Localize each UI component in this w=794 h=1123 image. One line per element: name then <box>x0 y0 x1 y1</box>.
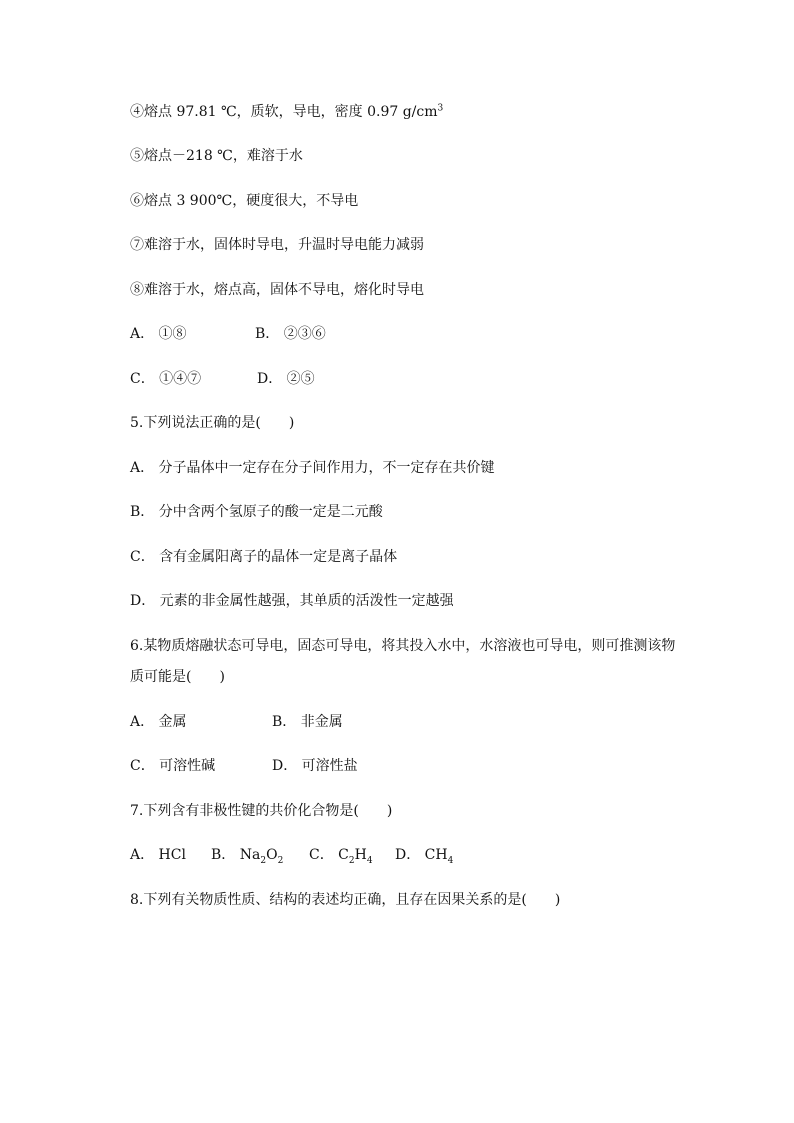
q7-option-c-mid: H <box>354 847 367 863</box>
q6-options-row1 <box>130 712 343 732</box>
q4-option-a[interactable]: A． ①⑧ <box>130 326 187 342</box>
q6-option-b[interactable]: B． 非金属 <box>272 714 343 730</box>
q6-options-row2 <box>130 756 358 776</box>
q4-options-row2 <box>130 369 315 389</box>
item-6: ⑥熔点 3 900℃，硬度很大，不导电 <box>130 193 359 209</box>
q6-stem-line1: 6.某物质熔融状态可导电，固态可导电，将其投入水中，水溶液也可导电，则可推测该物 <box>130 638 676 654</box>
q6-stem-line2: 质可能是( ) <box>130 669 225 685</box>
q7-option-c-text: C． C <box>309 847 349 863</box>
item-8: ⑧难溶于水，熔点高，固体不导电，熔化时导电 <box>130 282 424 298</box>
q7-option-b[interactable] <box>211 845 309 865</box>
q5-option-b[interactable]: B． 分中含两个氢原子的酸一定是二元酸 <box>130 504 383 520</box>
q7-option-a[interactable]: A． HCl <box>130 847 186 863</box>
q7-stem: 7.下列含有非极性键的共价化合物是( ) <box>130 803 393 819</box>
q7-option-d-sub: 4 <box>447 855 454 866</box>
q7-option-c-sub1: 2 <box>348 855 355 866</box>
item-4 <box>130 102 443 122</box>
item-4-text: ④熔点 97.81 ℃，质软，导电，密度 0.97 g/cm <box>130 104 438 120</box>
q5-stem: 5.下列说法正确的是( ) <box>130 415 295 431</box>
q6-option-c[interactable]: C． 可溶性碱 <box>130 758 216 774</box>
q4-option-c[interactable]: C． ①④⑦ <box>130 371 202 387</box>
item-5: ⑤熔点－218 ℃，难溶于水 <box>130 148 303 164</box>
q7-option-c-sub2: 4 <box>366 855 373 866</box>
q5-option-c[interactable]: C． 含有金属阳离子的晶体一定是离子晶体 <box>130 549 398 565</box>
q6-option-a[interactable]: A． 金属 <box>130 714 187 730</box>
q5-option-d[interactable]: D． 元素的非金属性越强，其单质的活泼性一定越强 <box>130 593 454 609</box>
q5-option-a[interactable]: A． 分子晶体中一定存在分子间作用力，不一定存在共价键 <box>130 460 495 476</box>
q7-options-row <box>130 845 453 865</box>
q6-option-d[interactable]: D． 可溶性盐 <box>272 758 358 774</box>
q7-option-d-text: D． CH <box>395 847 448 863</box>
q7-option-c[interactable] <box>309 845 395 865</box>
item-7: ⑦难溶于水，固体时导电，升温时导电能力减弱 <box>130 237 424 253</box>
q4-option-b[interactable]: B． ②③⑥ <box>255 326 326 342</box>
q7-option-b-mid: O <box>266 847 278 863</box>
q8-stem: 8.下列有关物质性质、结构的表述均正确，且存在因果关系的是( ) <box>130 892 561 908</box>
item-4-superscript: 3 <box>437 103 444 114</box>
q7-option-d[interactable] <box>395 845 453 865</box>
q4-options-row1 <box>130 324 326 344</box>
q4-option-d[interactable]: D． ②⑤ <box>257 371 315 387</box>
q7-option-b-sub2: 2 <box>277 855 284 866</box>
q7-option-b-text: B． Na <box>211 847 261 863</box>
q7-option-b-sub1: 2 <box>260 855 267 866</box>
